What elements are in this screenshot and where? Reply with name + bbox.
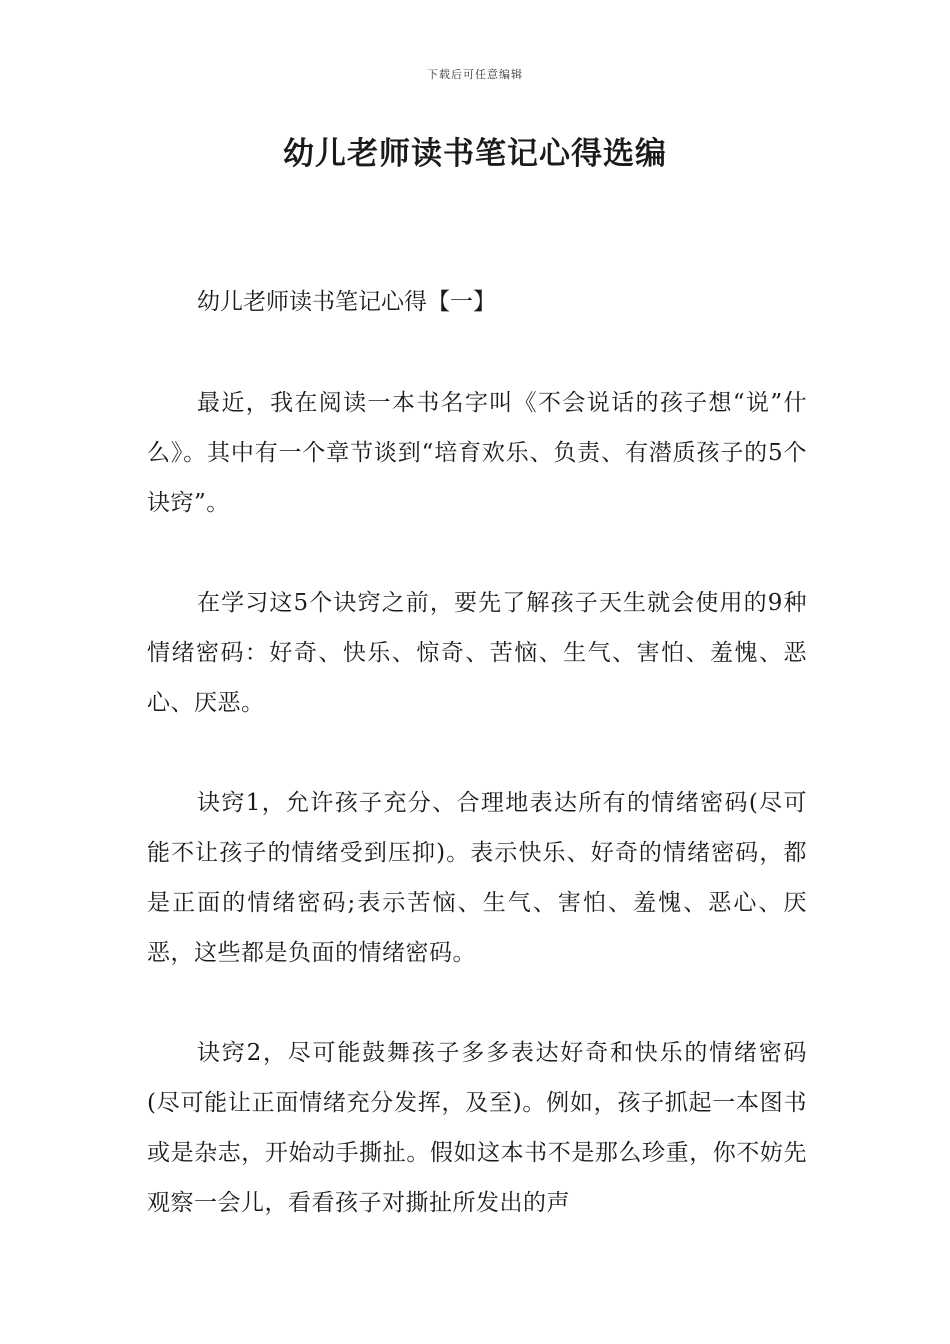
document-body xyxy=(147,278,807,1278)
paragraph-3: 诀窍1，允许孩子充分、合理地表达所有的情绪密码(尽可能不让孩子的情绪受到压抑)。表示快乐、好奇的情绪密码，都是正面的情绪密码;表示苦恼、生气、害怕、羞愧、恶心、厌恶，这些都是负面的情绪密码。 xyxy=(147,790,807,966)
header-note: 下载后可任意编辑 xyxy=(427,68,523,81)
section-heading: 幼儿老师读书笔记心得【一】 xyxy=(197,289,496,315)
document-title: 幼儿老师读书笔记心得选编 xyxy=(283,136,667,172)
paragraph-2: 在学习这5个诀窍之前，要先了解孩子天生就会使用的9种情绪密码：好奇、快乐、惊奇、苦恼、生气、害怕、羞愧、恶心、厌恶。 xyxy=(147,590,807,716)
paragraph-4: 诀窍2，尽可能鼓舞孩子多多表达好奇和快乐的情绪密码(尽可能让正面情绪充分发挥，及至)。例如，孩子抓起一本图书或是杂志，开始动手撕扯。假如这本书不是那么珍重，你不妨先观察一会儿，看看孩子对撕扯所发出的声 xyxy=(147,1040,807,1216)
paragraph-1: 最近，我在阅读一本书名字叫《不会说话的孩子想“说”什么》。其中有一个章节谈到“培育欢乐、负责、有潜质孩子的5个诀窍”。 xyxy=(147,390,807,516)
